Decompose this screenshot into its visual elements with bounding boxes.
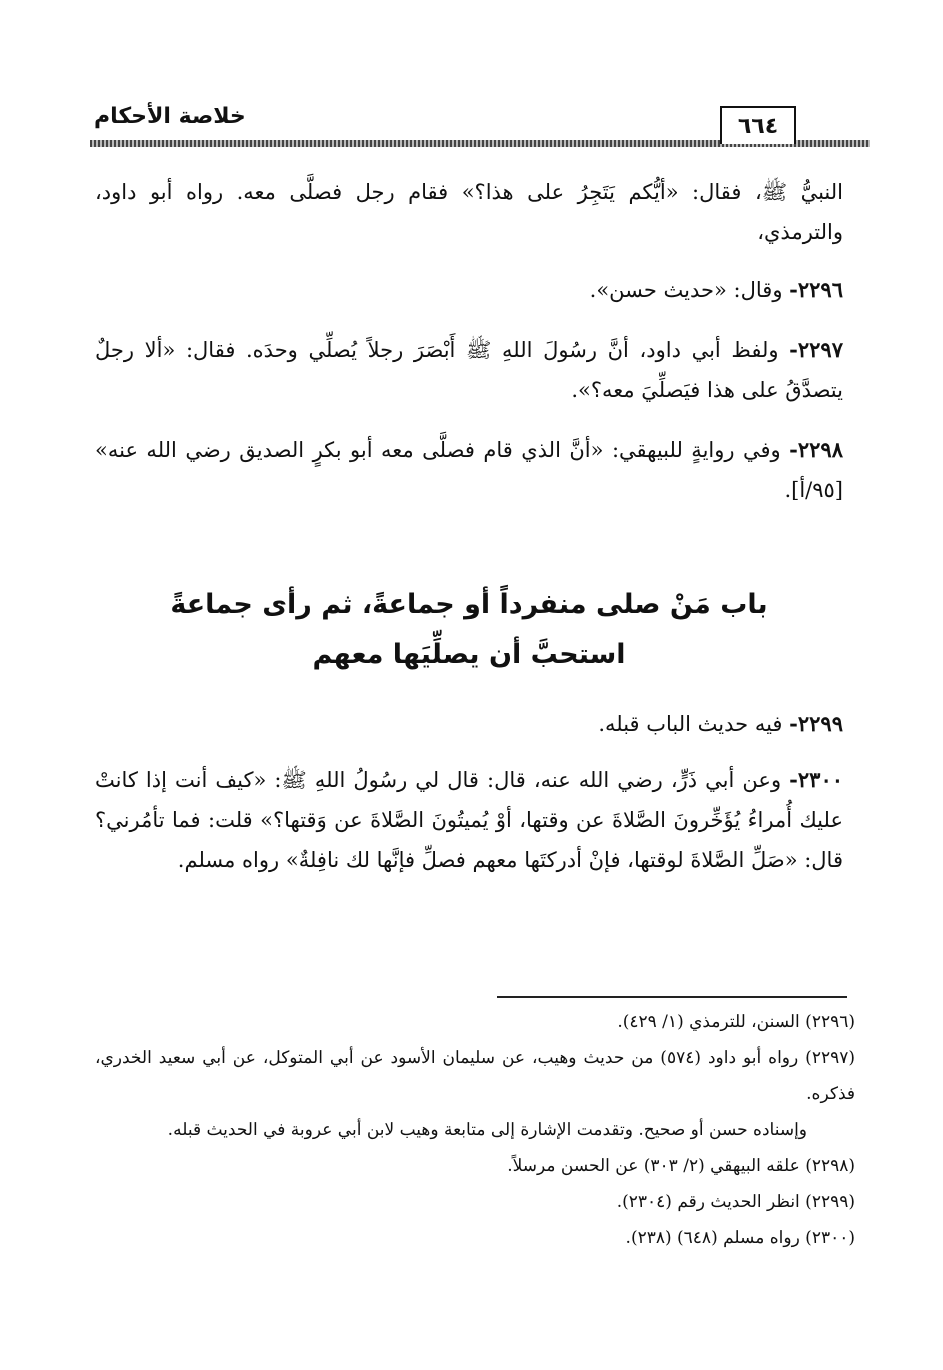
footnote-2297-note: وإسناده حسن أو صحيح. وتقدمت الإشارة إلى متابعة وهيب لابن أبي عروبة في الحديث قبله. <box>167 1120 807 1140</box>
page-header <box>70 96 870 156</box>
paragraph-text: وقال: «حديث حسن». <box>589 278 783 302</box>
hadith-number: ٢٢٩٦- <box>789 277 843 302</box>
paragraph-text: النبيُّ ﷺ، فقال: «أيُّكم يَتَجِرُ على هذا؟» فقام رجل فصلَّى معه. رواه أبو داود، والترمذي، <box>95 180 843 244</box>
paragraph-2297 <box>95 330 843 410</box>
paragraph-text: ولفظ أبي داود، أنَّ رسُولَ اللهِ ﷺ أَبْصَرَ رجلاً يُصلِّي وحدَه. فقال: «ألا رجلٌ يتصدَّقُ على هذا فيَصلِّيَ معه؟». <box>95 338 843 402</box>
hadith-number: ٢٢٩٨- <box>789 437 843 462</box>
paragraph-continuation <box>95 172 843 252</box>
chapter-heading-line1: باب مَنْ صلى منفرداً أو جماعةً، ثم رأى جماعةً <box>170 589 768 620</box>
paragraph-2296 <box>95 270 843 310</box>
main-text-top <box>95 172 843 510</box>
book-title: خلاصة الأحكام <box>94 104 246 129</box>
hadith-number: ٢٢٩٧- <box>789 337 843 362</box>
footnotes <box>95 1004 855 1256</box>
paragraph-text: وعن أبي ذَرٍّ، رضي الله عنه، قال: قال لي رسُولُ اللهِ ﷺ: «كيف أنت إذا كانتْ عليك أُمراءُ يُؤَخِّرونَ الصَّلاةَ عن وقتها، أوْ يُميتُونَ الصَّلاةَ عن وَقتها؟» قلت: فما تأمُرني؟ قال: «صَلِّ الصَّلاةَ لوقتها، فإنْ أدركتَها معهم فصلِّ فإنَّها لك نافِلةٌ» رواه مسلم. <box>95 768 843 872</box>
paragraph-2300 <box>95 760 843 880</box>
paragraph-text: فيه حديث الباب قبله. <box>598 712 783 736</box>
paragraph-2299 <box>95 704 843 744</box>
paragraph-text: وفي روايةٍ للبيهقي: «أنَّ الذي قام فصلَّى معه أبو بكرٍ الصديق رضي الله عنه» [٩٥/أ]. <box>95 438 843 502</box>
hadith-number: ٢٣٠٠- <box>789 767 844 792</box>
page-number: ٦٦٤ <box>720 106 796 144</box>
chapter-heading-line2: استحبَّ أن يصلِّيَها معهم <box>312 639 626 670</box>
footnote-divider <box>497 996 847 998</box>
footnote-2298: (٢٢٩٨) علقه البيهقي (٢/ ٣٠٣) عن الحسن مرسلاً. <box>507 1156 855 1176</box>
main-text-bottom <box>95 704 843 880</box>
footnote-2300: (٢٣٠٠) رواه مسلم (٦٤٨) (٢٣٨). <box>625 1228 855 1248</box>
chapter-heading <box>95 580 843 680</box>
paragraph-2298 <box>95 430 843 510</box>
hadith-number: ٢٢٩٩- <box>789 711 843 736</box>
footnote-2296: (٢٢٩٦) السنن، للترمذي (١/ ٤٢٩). <box>617 1012 855 1032</box>
footnote-2299: (٢٢٩٩) انظر الحديث رقم (٢٣٠٤). <box>616 1192 855 1212</box>
footnote-2297: (٢٢٩٧) رواه أبو داود (٥٧٤) من حديث وهيب، عن سليمان الأسود عن أبي المتوكل، عن أبي سعيد الخدري، فذكره. <box>95 1048 855 1104</box>
